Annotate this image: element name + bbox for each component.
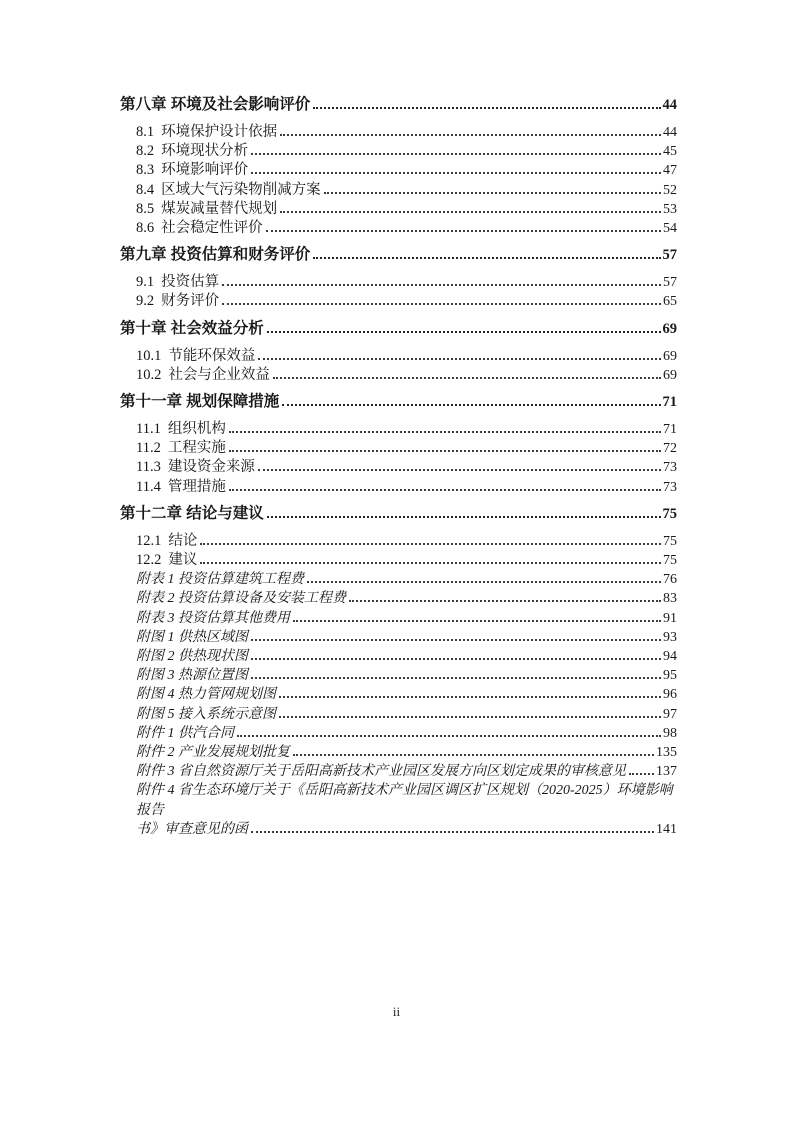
toc-entry-number: 10.1 [136, 347, 162, 364]
dot-leader [251, 172, 661, 174]
toc-entry-appendix[interactable] [120, 685, 677, 704]
toc-entry-page: 137 [656, 764, 677, 780]
page-footer [0, 1003, 793, 1021]
toc-entry-page: 71 [663, 422, 677, 438]
toc-entry-label: 工程实施 [167, 440, 226, 457]
dot-leader [307, 581, 661, 583]
toc-entry-label: 第十二章 结论与建议 [120, 504, 264, 522]
toc-entry-label: 区域大气污染物削减方案 [161, 181, 321, 198]
toc-entry-chapter[interactable] [120, 392, 677, 412]
toc-entry-label: 附件 4 省生态环境厅关于《岳阳高新技术产业园区调区扩区规划（2020-2025）环境影响报告 [136, 783, 673, 818]
page-number: ii [392, 1004, 401, 1019]
toc-entry-page: 75 [663, 533, 677, 549]
toc-entry-section[interactable] [120, 439, 677, 458]
toc-entry-number: 12.1 [136, 532, 162, 549]
toc-entry-number: 8.5 [136, 200, 155, 217]
toc-entry-number: 8.6 [136, 220, 155, 237]
toc-entry-label: 组织机构 [167, 421, 226, 438]
dot-leader [251, 677, 661, 679]
toc-entry-page: 72 [663, 441, 677, 457]
toc-entry-page: 52 [663, 182, 677, 198]
toc-entry-chapter[interactable] [120, 504, 677, 524]
toc-entry-label: 第八章 环境及社会影响评价 [120, 96, 311, 113]
dot-leader [324, 192, 661, 194]
toc-entry-appendix[interactable] [120, 781, 677, 819]
toc-entry-appendix-continuation[interactable] [120, 820, 677, 839]
toc-entry-label: 附图 3 热源位置图 [136, 668, 248, 684]
toc-entry-chapter[interactable] [120, 319, 677, 339]
toc-entry-section[interactable] [120, 551, 677, 570]
table-of-contents [120, 88, 677, 839]
toc-entry-label: 第十一章 规划保障措施 [120, 393, 280, 411]
toc-entry-label: 第十章 社会效益分析 [120, 319, 264, 337]
toc-entry-section[interactable] [120, 123, 677, 142]
toc-entry-appendix[interactable] [120, 589, 677, 608]
dot-leader [251, 831, 654, 833]
dot-leader [280, 211, 661, 213]
dot-leader [200, 543, 661, 545]
toc-entry-page: 71 [662, 394, 677, 411]
toc-entry-number: 8.1 [136, 124, 155, 140]
toc-entry-label: 建设资金来源 [167, 459, 255, 476]
toc-entry-number: 8.2 [136, 143, 155, 160]
toc-entry-label: 环境影响评价 [161, 162, 249, 179]
dot-leader [251, 658, 661, 660]
dot-leader [251, 153, 661, 155]
toc-entry-chapter[interactable] [120, 245, 677, 265]
toc-entry-label: 附表 3 投资估算其他费用 [136, 610, 290, 626]
toc-entry-number: 8.3 [136, 162, 155, 179]
toc-entry-section[interactable] [120, 478, 677, 497]
toc-entry-number: 12.2 [136, 552, 162, 569]
dot-leader [200, 562, 661, 564]
toc-entry-section[interactable] [120, 532, 677, 551]
toc-entry-section[interactable] [120, 292, 677, 311]
toc-entry-page: 94 [663, 649, 677, 665]
toc-entry-label: 附图 5 接入系统示意图 [136, 706, 276, 722]
toc-entry-label: 第九章 投资估算和财务评价 [120, 246, 311, 264]
toc-entry-appendix[interactable] [120, 724, 677, 743]
dot-leader [629, 773, 654, 775]
toc-entry-page: 91 [663, 610, 677, 626]
toc-entry-section[interactable] [120, 142, 677, 161]
toc-entry-page: 135 [656, 745, 677, 761]
toc-entry-appendix[interactable] [120, 628, 677, 647]
dot-leader [267, 331, 661, 333]
toc-entry-label: 管理措施 [167, 478, 226, 495]
toc-entry-section[interactable] [120, 458, 677, 477]
toc-entry-page: 76 [663, 572, 677, 588]
toc-entry-page: 141 [656, 821, 677, 837]
toc-entry-label: 社会稳定性评价 [161, 220, 263, 237]
dot-leader [258, 469, 661, 471]
toc-entry-page: 69 [663, 367, 677, 383]
toc-entry-appendix[interactable] [120, 570, 677, 589]
toc-entry-page: 96 [663, 687, 677, 703]
toc-entry-label: 社会与企业效益 [168, 366, 270, 383]
dot-leader [313, 107, 660, 109]
toc-entry-label: 附件 2 产业发展规划批复 [136, 745, 290, 761]
toc-entry-label: 附图 1 供热区域图 [136, 629, 248, 645]
toc-entry-section[interactable] [120, 181, 677, 200]
dot-leader [279, 696, 661, 698]
dot-leader [222, 303, 661, 305]
toc-entry-page: 97 [663, 706, 677, 722]
toc-entry-label: 附表 2 投资估算设备及安装工程费 [136, 591, 346, 607]
toc-entry-page: 75 [662, 505, 677, 522]
toc-entry-page: 47 [663, 163, 677, 179]
toc-entry-page: 44 [662, 97, 677, 113]
toc-entry-label: 附图 2 供热现状图 [136, 649, 248, 665]
toc-entry-section[interactable] [120, 347, 677, 366]
toc-entry-label: 附图 4 热力管网规划图 [136, 687, 276, 703]
dot-leader [273, 377, 661, 379]
toc-entry-number: 8.4 [136, 181, 155, 198]
toc-entry-page: 83 [663, 591, 677, 607]
dot-leader [293, 620, 661, 622]
dot-leader [266, 230, 661, 232]
toc-entry-page: 98 [663, 725, 677, 741]
dot-leader [251, 639, 661, 641]
toc-entry-page: 69 [662, 320, 677, 337]
dot-leader [313, 257, 660, 259]
toc-entry-page: 44 [663, 125, 677, 140]
toc-entry-page: 45 [663, 144, 677, 160]
toc-entry-section[interactable] [120, 161, 677, 180]
toc-entry-section[interactable] [120, 219, 677, 238]
toc-entry-number: 11.4 [136, 478, 161, 495]
dot-leader [282, 404, 660, 406]
toc-entry-appendix[interactable] [120, 609, 677, 628]
toc-entry-section[interactable] [120, 366, 677, 385]
toc-entry-label: 书》审查意见的函 [136, 821, 248, 837]
toc-entry-page: 54 [663, 221, 677, 237]
toc-entry-appendix[interactable] [120, 666, 677, 685]
dot-leader [267, 516, 661, 518]
toc-entry-section[interactable] [120, 420, 677, 439]
toc-entry-label: 节能环保效益 [168, 347, 256, 364]
toc-entry-page: 65 [663, 294, 677, 310]
dot-leader [229, 489, 661, 491]
toc-entry-label: 结论 [168, 532, 198, 549]
toc-entry-label: 煤炭减量替代规划 [161, 200, 278, 217]
toc-entry-appendix[interactable] [120, 762, 677, 781]
toc-entry-number: 11.2 [136, 440, 161, 457]
toc-entry-appendix[interactable] [120, 743, 677, 762]
toc-entry-page: 75 [663, 553, 677, 569]
dot-leader [229, 431, 661, 433]
toc-entry-label: 财务评价 [161, 293, 220, 310]
toc-entry-number: 11.3 [136, 459, 161, 476]
toc-entry-appendix[interactable] [120, 647, 677, 666]
toc-entry-label: 环境现状分析 [161, 143, 249, 160]
toc-entry-number: 11.1 [136, 421, 161, 438]
toc-entry-page: 57 [663, 275, 677, 291]
toc-entry-page: 95 [663, 668, 677, 684]
toc-entry-number: 9.1 [136, 274, 155, 291]
dot-leader [237, 735, 661, 737]
toc-entry-number: 9.2 [136, 293, 155, 310]
toc-entry-label: 建议 [168, 552, 198, 569]
dot-leader [222, 284, 661, 286]
dot-leader [258, 358, 661, 360]
toc-entry-label: 投资估算 [161, 274, 220, 291]
toc-entry-page: 53 [663, 201, 677, 217]
toc-entry-page: 73 [663, 479, 677, 495]
toc-entry-page: 93 [663, 629, 677, 645]
toc-entry-page: 73 [663, 460, 677, 476]
dot-leader [229, 450, 661, 452]
toc-entry-label: 附件 3 省自然资源厅关于岳阳高新技术产业园区发展方向区划定成果的审核意见 [136, 764, 626, 780]
toc-entry-chapter[interactable] [120, 95, 677, 115]
toc-entry-number: 10.2 [136, 366, 162, 383]
dot-leader [293, 754, 654, 756]
toc-entry-label: 环境保护设计依据 [161, 124, 278, 140]
dot-leader [280, 134, 661, 136]
toc-entry-page: 57 [662, 247, 677, 264]
dot-leader [349, 600, 661, 602]
toc-entry-page: 69 [663, 348, 677, 364]
toc-entry-label: 附表 1 投资估算建筑工程费 [136, 572, 304, 588]
dot-leader [279, 716, 661, 718]
toc-entry-appendix[interactable] [120, 705, 677, 724]
toc-entry-label: 附件 1 供汽合同 [136, 725, 234, 741]
toc-entry-section[interactable] [120, 273, 677, 292]
toc-entry-section[interactable] [120, 200, 677, 219]
